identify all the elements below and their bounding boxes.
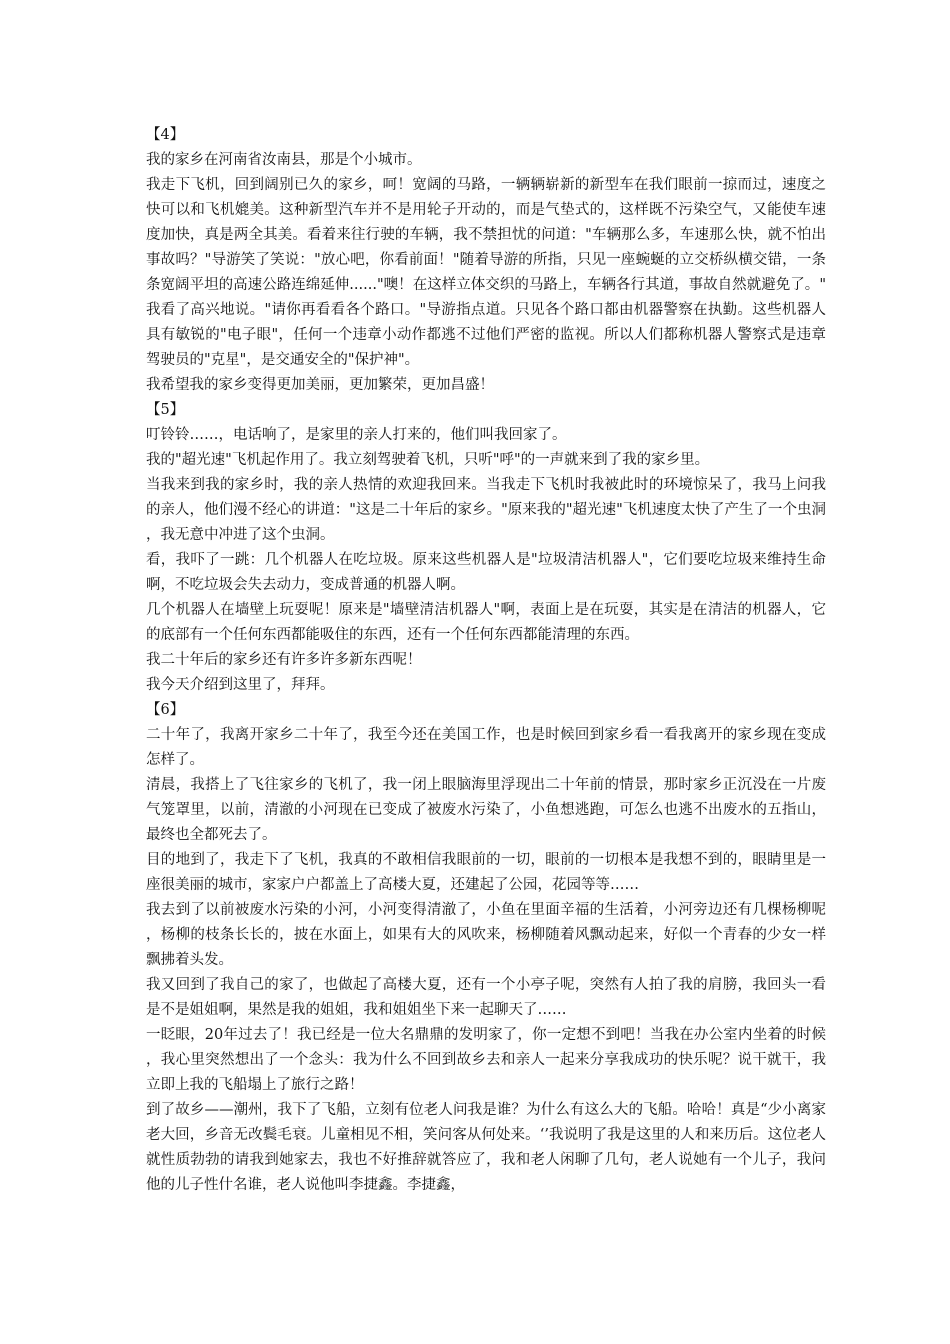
paragraph: 到了故乡——潮州，我下了飞船，立刻有位老人问我是谁？为什么有这么大的飞船。哈哈！真是“少小离家老大回，乡音无改鬓毛衰。儿童相见不相，笑问客从何处来。‘’我说明了我是这里的人和来历后。这位老人就性质勃勃的请我到她家去，我也不好推辞就答应了，我和老人闲聊了几句，老人说她有一个儿子，我问他的儿子性什名谁，老人说他叫李捷鑫。李捷鑫， <box>146 1102 826 1193</box>
paragraph: 清晨，我搭上了飞往家乡的飞机了，我一闭上眼脑海里浮现出二十年前的情景，那时家乡正沉没在一片废气笼罩里，以前，清澈的小河现在已变成了被废水污染了，小鱼想逃跑，可怎么也逃不出废水的五指山，最终也全都死去了。 <box>146 777 826 843</box>
section-6 <box>146 698 826 1198</box>
section-5 <box>146 398 826 698</box>
paragraph: 我的家乡在河南省汝南县，那是个小城市。 <box>146 152 422 168</box>
paragraph: 几个机器人在墙壁上玩耍呢！原来是"墙壁清洁机器人"啊，表面上是在玩耍，其实是在清洁的机器人，它的底部有一个任何东西都能吸住的东西，还有一个任何东西都能清理的东西。 <box>146 602 826 643</box>
paragraph: 一眨眼，20年过去了！我已经是一位大名鼎鼎的发明家了，你一定想不到吧！当我在办公室内坐着的时候，我心里突然想出了一个念头：我为什么不回到故乡去和亲人一起来分享我成功的快乐呢？说干就干，我立即上我的飞船塌上了旅行之路！ <box>146 1027 826 1093</box>
paragraph: 我二十年后的家乡还有许多许多新东西呢！ <box>146 652 422 668</box>
section-4 <box>146 123 826 398</box>
paragraph: 我今天介绍到这里了，拜拜。 <box>146 677 335 693</box>
paragraph: 我去到了以前被废水污染的小河，小河变得清澈了，小鱼在里面辛福的生活着，小河旁边还有几棵杨柳呢，杨柳的枝条长长的，披在水面上，如果有大的风吹来，杨柳随着风飘动起来，好似一个青春的少女一样飘拂着头发。 <box>146 902 826 968</box>
paragraph: 看，我吓了一跳：几个机器人在吃垃圾。原来这些机器人是"垃圾清洁机器人"，它们要吃垃圾来维持生命啊，不吃垃圾会失去动力，变成普通的机器人啊。 <box>146 552 826 593</box>
paragraph: 我又回到了我自己的家了，也做起了高楼大夏，还有一个小亭子呢，突然有人拍了我的肩膀，我回头一看是不是姐姐啊，果然是我的姐姐，我和姐姐坐下来一起聊天了…… <box>146 977 826 1018</box>
paragraph: 二十年了，我离开家乡二十年了，我至今还在美国工作，也是时候回到家乡看一看我离开的家乡现在变成怎样了。 <box>146 727 826 768</box>
paragraph: 我走下飞机，回到阔别已久的家乡，呵！宽阔的马路，一辆辆崭新的新型车在我们眼前一掠而过，速度之快可以和飞机媲美。这种新型汽车并不是用轮子开动的，而是气垫式的，这样既不污染空气，又能使车速度加快，真是两全其美。看着来往行驶的车辆，我不禁担忧的问道："车辆那么多，车速那么快，就不怕出事故吗？"导游笑了笑说："放心吧，你看前面！"随着导游的所指，只见一座蜿蜒的立交桥纵横交错，一条条宽阔平坦的高速公路连绵延伸......"噢！在这样立体交织的马路上，车辆各行其道，事故自然就避免了。"我看了高兴地说。"请你再看看各个路口。"导游指点道。只见各个路口都由机器警察在执勤。这些机器人具有敏锐的"电子眼"，任何一个违章小动作都逃不过他们严密的监视。所以人们都称机器人警察式是违章驾驶员的"克星"，是交通安全的"保护神"。 <box>146 177 826 368</box>
paragraph: 目的地到了，我走下了飞机，我真的不敢相信我眼前的一切，眼前的一切根本是我想不到的，眼睛里是一座很美丽的城市，家家户户都盖上了高楼大夏，还建起了公园，花园等等…… <box>146 852 826 893</box>
paragraph: 叮铃铃……，电话响了，是家里的亲人打来的，他们叫我回家了。 <box>146 427 567 443</box>
section-heading: 【4】 <box>146 127 185 143</box>
document-body <box>146 123 826 1198</box>
section-heading: 【6】 <box>146 702 185 718</box>
paragraph: 当我来到我的家乡时，我的亲人热情的欢迎我回来。当我走下飞机时我被此时的环境惊呆了，我马上问我的亲人，他们漫不经心的讲道："这是二十年后的家乡。"原来我的"超光速"飞机速度太快了产生了一个虫洞，我无意中冲进了这个虫洞。 <box>146 477 826 543</box>
paragraph: 我的"超光速"飞机起作用了。我立刻驾驶着飞机，只听"呼"的一声就来到了我的家乡里。 <box>146 452 710 468</box>
paragraph: 我希望我的家乡变得更加美丽，更加繁荣，更加昌盛！ <box>146 377 494 393</box>
section-heading: 【5】 <box>146 402 185 418</box>
